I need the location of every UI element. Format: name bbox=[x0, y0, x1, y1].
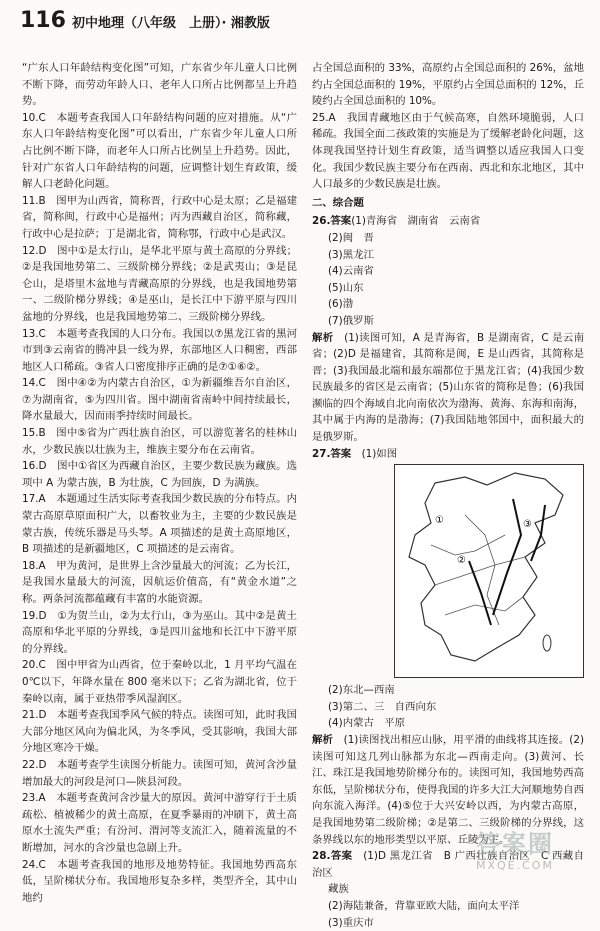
map-label: ① bbox=[435, 515, 444, 527]
answer-paragraph: 13.C 本题考查我国的人口分布。我国以⑦黑龙江省的黑河市到③云南省的腾冲县一线为界，东部地区人口稠密，西部地区人口稀疏。③省人口密度排序正确的是⑦①⑥②。 bbox=[22, 327, 297, 373]
q26-analysis: 解析 (1)读图可知，A 是青海省，B 是湖南省，C 是云南省；(2)D 是福建省，其简称是闽，E 是山西省，其简称是晋；(3)我国最北端和最东端都位于黑龙江省；(4)我国少数民族最多的省区是云南省；(5)山东省的简称是鲁；(6)我国濒临的四个海域自北向南依次为渤海、黄海、东海和南海，其中属于内海的是渤海；(7)我国陆地邻国中，面积最大的是俄罗斯。 bbox=[312, 331, 585, 444]
q26-answer-line: (3)黑龙江 bbox=[328, 248, 374, 261]
right-column bbox=[312, 60, 584, 931]
q28-answer-line: 28.答案 (1)D 黑龙江省 B 广西壮族自治区 C 西藏自治区 bbox=[312, 850, 584, 879]
answer-paragraph: 23.A 本题考查黄河含沙量大的原因。黄河中游穿行于土质疏松、植被稀少的黄土高原，在夏季暴雨的冲刷下，黄土高原水土流失严重；有汾河、渭河等支流汇入，随着流量的不断增加，河水的含沙量也急剧上升。 bbox=[22, 792, 297, 854]
answer-paragraph: 11.B 图甲为山西省，简称晋，行政中心是太原；乙是福建省，简称闽，行政中心是福州；丙为西藏自治区，简称藏，行政中心是拉萨；丁是湖北省，简称鄂，行政中心是武汉。 bbox=[22, 194, 297, 240]
answer-paragraph: 18.A 甲为黄河，是世界上含沙量最大的河流；乙为长江，是我国水量最大的河流，因航运价值高，有“黄金水道”之称。两条河流都蕴藏有丰富的水能资源。 bbox=[22, 559, 297, 605]
answer-paragraph: 17.A 本题通过生活实际考查我国少数民族的分布特点。内蒙古高原草原面积广大，以畜牧业为主，主要的少数民族是蒙古族，传统乐器是马头琴。A 项描述的是黄土高原地区，B 项描述的是新疆地区，C 项描述的是云南省。 bbox=[22, 493, 297, 556]
answer-paragraph: 19.D ①为贺兰山，②为太行山，③为巫山。其中②是黄土高原和华北平原的分界线，③是四川盆地和长江中下游平原的分界线。 bbox=[22, 609, 297, 655]
answer-paragraph: 24.C 本题考查我国的地形及地势特征。我国地势西高东低，呈阶梯状分布。我国地形复杂多样，类型齐全，其中山地约 bbox=[22, 858, 297, 904]
answer-paragraph: 20.C 图中甲省为山西省，位于秦岭以北，1 月平均气温在 0℃以下，年降水量在 800 毫米以下；乙省为湖北省，位于秦岭以南，属于亚热带季风湿润区。 bbox=[22, 659, 297, 705]
q27-answer-line: 27.答案 (1)如图 bbox=[312, 447, 398, 460]
page-number: 116 bbox=[20, 8, 66, 33]
answer-paragraph: “广东人口年龄结构变化图”可知，广东省少年儿童人口比例不断下降，而劳动年龄人口、老年人口所占比例都呈上升趋势。 bbox=[22, 62, 297, 108]
q28-answer-line: (2)海陆兼备，背靠亚欧大陆，面向太平洋 bbox=[328, 899, 520, 912]
q28-answer-line: 藏族 bbox=[328, 883, 349, 896]
q26-answer-line: (6)渤 bbox=[328, 298, 354, 311]
q26-answer-line: (5)山东 bbox=[328, 281, 364, 294]
china-mountain-map bbox=[394, 464, 584, 678]
q27-answer-line: (3)第二、三 自西向东 bbox=[328, 700, 437, 713]
left-column bbox=[22, 60, 297, 906]
q27-answer-line: (4)内蒙古 平原 bbox=[328, 717, 406, 730]
answer-paragraph: 25.A 我国青藏地区由于气候高寒，自然环境脆弱，人口稀疏。我国全面二孩政策的实施是为了缓解老龄化问题，这体现我国坚持计划生育政策，适当调整以适应我国人口变化。我国少数民族主要分布在西南、西北和东北地区，其中人口最多的少数民族是壮族。 bbox=[312, 111, 584, 191]
q26-answer-line: (7)俄罗斯 bbox=[328, 314, 374, 327]
answer-paragraph: 16.D 图中①省区为西藏自治区，主要少数民族为藏族。选项中 A 为蒙古族，B 为壮族，C 为回族，D 为满族。 bbox=[22, 460, 297, 489]
q26-answer-line: (4)云南省 bbox=[328, 265, 374, 278]
watermark-logo: 答案圈 MXQE.COM bbox=[476, 830, 554, 872]
answer-paragraph: 21.D 本题考查我国季风气候的特点。读图可知，此时我国大部分地区风向为偏北风，为冬季风，受其影响，我国大部分地区寒冷干燥。 bbox=[22, 709, 297, 755]
map-outline-icon bbox=[395, 465, 583, 677]
map-label: ② bbox=[457, 555, 466, 567]
q28-label: 28.答案 bbox=[312, 850, 353, 863]
book-title: 初中地理（八年级 上册）· 湘教版 bbox=[71, 16, 270, 31]
q27-answer-line: (2)东北—西南 bbox=[328, 684, 395, 697]
q26-label: 26.答案 bbox=[312, 215, 352, 228]
section-title: 二、综合题 bbox=[312, 196, 364, 209]
map-label: ③ bbox=[523, 519, 532, 531]
q27-label: 27.答案 bbox=[312, 447, 352, 460]
q26-answer-line: 26.答案(1)青海省 湖南省 云南省 bbox=[312, 215, 481, 228]
q27-analysis: 解析 (1)读图找出相应山脉，用平滑的曲线将其连接。(2)读图可知这几列山脉都为东北—西南走向。(3)黄河、长江、珠江是我国地势阶梯分布的。读图可知，我国地势西高东低，呈阶梯状分布，使得我国的许多大江大河顺地势自西向东流入海洋。(4)⑤位于大兴安岭以西，为内蒙古高原，是我国地势第二级阶梯；②是第二、三级阶梯的分界线，这条界线以东的地形类型以平原、丘陵为主。 bbox=[312, 734, 585, 846]
answer-paragraph: 占全国总面积的 33%，高原约占全国总面积的 26%，盆地约占全国总面积的 19%，平原约占全国总面积的 12%，丘陵约占全国总面积的 10%。 bbox=[312, 62, 584, 108]
q28-answer-line: (3)重庆市 bbox=[328, 916, 374, 929]
answer-paragraph: 10.C 本题考查我国人口年龄结构问题的应对措施。从“广东人口年龄结构变化图”可以看出，广东省少年儿童人口所占比例不断下降，而老年人口所占比例呈上升趋势。因此，针对广东省人口年龄结构的问题，应调整计划生育政策，缓解人口老龄化问题。 bbox=[22, 111, 297, 191]
answer-paragraph: 14.C 图中④②为内蒙古自治区，①为新疆维吾尔自治区，⑦为湖南省，⑤为四川省。图中湖南省南岭中间持续最长，降水量最大，因而雨季持续时间最长。 bbox=[22, 377, 297, 423]
q26-answer-line: (2)闽 晋 bbox=[328, 231, 374, 244]
answer-paragraph: 15.B 图中⑤省为广西壮族自治区，可以游览著名的桂林山水，少数民族以壮族为主，维族主要分布在云南省。 bbox=[22, 427, 297, 456]
answer-paragraph: 12.D 图中①是太行山，是华北平原与黄土高原的分界线；②是我国地势第二、三级阶梯分界线；②是武夷山；③是昆仑山，是塔里木盆地与青藏高原的分界线，也是我国地势第一、二级阶梯分界线；④是巫山，是长江中下游平原与四川盆地的分界线，也是我国地势第二、三级阶梯分界线。 bbox=[22, 244, 297, 323]
answer-paragraph: 22.D 本题考查学生读图分析能力。读图可知，黄河含沙量增加最大的河段是河口—陕县河段。 bbox=[22, 758, 297, 788]
page-header bbox=[20, 8, 270, 32]
